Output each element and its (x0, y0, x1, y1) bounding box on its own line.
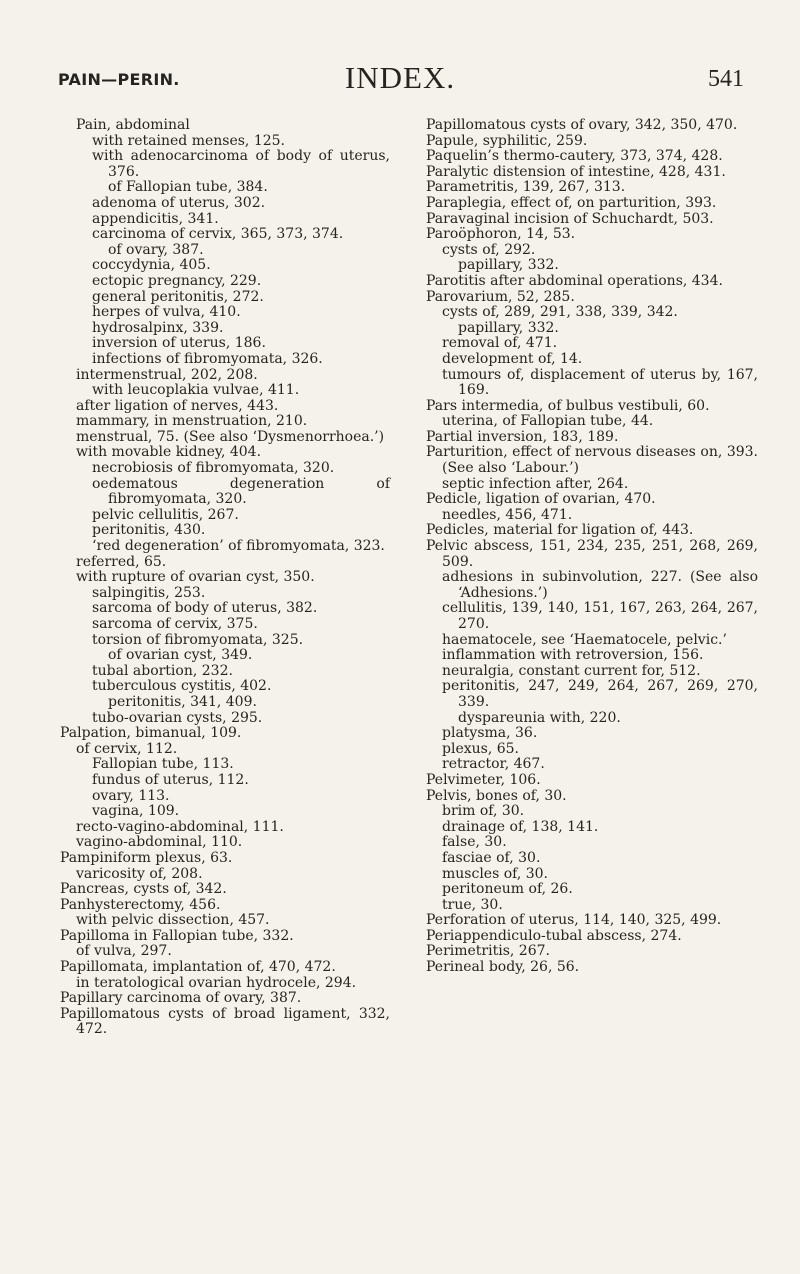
index-entry: Pedicle, ligation of ovarian, 470. (426, 491, 656, 508)
index-subentry: papillary, 332. (458, 319, 559, 336)
index-subentry: neuralgia, constant current for, 512. (442, 662, 701, 679)
index-subentry: inversion of uterus, 186. (92, 335, 266, 352)
index-subentry: of ovary, 387. (108, 241, 204, 258)
index-entry: Papillomatous cysts of broad ligament, 332, 472. (60, 1005, 390, 1038)
index-subentry: needles, 456, 471. (442, 506, 573, 523)
index-subentry: papillary, 332. (458, 257, 559, 274)
index-subentry: mammary, in menstruation, 210. (76, 413, 308, 430)
index-subentry: drainage of, 138, 141. (442, 818, 599, 835)
index-subentry: peritoneum of, 26. (442, 881, 573, 898)
index-subentry: adenoma of uterus, 302. (92, 194, 266, 211)
index-subentry: vagina, 109. (92, 803, 180, 820)
index-entry: Parametritis, 139, 267, 313. (426, 179, 626, 196)
index-subentry: ‘red degeneration’ of fibromyomata, 323. (92, 538, 385, 555)
index-subentry: with leucoplakia vulvae, 411. (92, 382, 300, 399)
index-subentry: general peritonitis, 272. (92, 288, 264, 305)
index-subentry: sarcoma of body of uterus, 382. (92, 600, 318, 617)
index-entry: Paraplegia, effect of, on parturition, 393. (426, 194, 717, 211)
index-subentry: inflammation with retroversion, 156. (442, 647, 704, 664)
index-subentry: of cervix, 112. (76, 740, 178, 757)
index-subentry: intermenstrual, 202, 208. (76, 366, 258, 383)
index-subentry: with retained menses, 125. (92, 132, 285, 149)
index-entry: Pelvic abscess, 151, 234, 235, 251, 268, 269, 509. (426, 538, 758, 570)
index-subentry: haematocele, see ‘Haematocele, pelvic.’ (442, 631, 727, 648)
index-subentry: uterina, of Fallopian tube, 44. (442, 413, 654, 430)
index-entry: Parotitis after abdominal operations, 434. (426, 272, 723, 289)
index-entry: Periappendiculo-tubal abscess, 274. (426, 927, 682, 944)
index-subentry: in teratological ovarian hydrocele, 294. (76, 974, 357, 991)
index-subentry: sarcoma of cervix, 375. (92, 616, 258, 632)
index-subentry: tumours of, displacement of uterus by, 167, 169. (442, 366, 758, 399)
index-entry: Perforation of uterus, 114, 140, 325, 499. (426, 912, 722, 929)
index-subentry: tuberculous cystitis, 402. (92, 678, 272, 695)
running-head-title: INDEX. (344, 60, 456, 95)
index-subentry: adhesions in subinvolution, 227. (See also ‘Adhesions.’) (442, 569, 758, 601)
index-subentry: Fallopian tube, 113. (92, 756, 234, 773)
index-subentry: tubal abortion, 232. (92, 662, 233, 679)
index-subentry: torsion of fibromyomata, 325. (92, 631, 304, 648)
index-entry: Papule, syphilitic, 259. (426, 132, 588, 149)
index-subentry: referred, 65. (76, 553, 167, 570)
index-subentry: of Fallopian tube, 384. (108, 179, 268, 196)
index-entry: Pelvimeter, 106. (426, 771, 541, 788)
index-subentry: peritonitis, 247, 249, 264, 267, 269, 270, 339. (442, 678, 758, 710)
index-subentry: with movable kidney, 404. (76, 444, 262, 461)
index-subentry: Pain, abdominal (76, 117, 190, 133)
index-subentry: carcinoma of cervix, 365, 373, 374. (92, 226, 344, 243)
index-subentry: hydrosalpinx, 339. (92, 319, 224, 336)
index-entry: Pelvis, bones of, 30. (426, 787, 567, 804)
index-subentry: brim of, 30. (442, 803, 525, 820)
index-subentry: muscles of, 30. (442, 865, 548, 882)
index-entry: Papillomata, implantation of, 470, 472. (60, 959, 336, 976)
index-entry: Panhysterectomy, 456. (60, 896, 221, 913)
index-subentry: varicosity of, 208. (76, 865, 203, 882)
index-subentry: retractor, 467. (442, 756, 545, 773)
index-subentry: appendicitis, 341. (92, 210, 219, 227)
index-entry: Pampiniform plexus, 63. (60, 849, 233, 866)
index-subentry: cysts of, 292. (442, 241, 536, 258)
index-subentry: herpes of vulva, 410. (92, 304, 241, 321)
index-subentry: septic infection after, 264. (442, 475, 629, 492)
index-subentry: with pelvic dissection, 457. (76, 912, 270, 929)
index-entry: Paroöphoron, 14, 53. (426, 226, 576, 243)
index-subentry: dyspareunia with, 220. (458, 709, 621, 726)
index-subentry: tubo-ovarian cysts, 295. (92, 709, 263, 726)
index-subentry: true, 30. (442, 896, 503, 913)
index-entry: Paquelin’s thermo-cautery, 373, 374, 428. (426, 148, 723, 165)
index-entry: Papillomatous cysts of ovary, 342, 350, 470. (426, 117, 738, 133)
index-subentry: after ligation of nerves, 443. (76, 397, 279, 414)
index-entry: Perimetritis, 267. (426, 943, 550, 960)
index-subentry: necrobiosis of fibromyomata, 320. (92, 460, 335, 477)
index-subentry: vagino-abdominal, 110. (76, 834, 243, 851)
index-entry: Parturition, effect of nervous diseases on, 393. (See also ‘Labour.’) (426, 444, 758, 477)
index-subentry: false, 30. (442, 834, 507, 851)
index-subentry: cysts of, 289, 291, 338, 339, 342. (442, 304, 678, 321)
index-entry: Paralytic distension of intestine, 428, 431. (426, 163, 726, 180)
index-subentry: oedematous degeneration of fibromyomata, 320. (92, 475, 390, 508)
index-entry: Papillary carcinoma of ovary, 387. (60, 990, 302, 1007)
index-entry: Perineal body, 26, 56. (426, 959, 580, 976)
index-entry: Pancreas, cysts of, 342. (60, 881, 227, 898)
index-subentry: infections of fibromyomata, 326. (92, 350, 323, 367)
index-entry: Pars intermedia, of bulbus vestibuli, 60. (426, 397, 710, 414)
index-subentry: plexus, 65. (442, 740, 519, 757)
index-subentry: menstrual, 75. (See also ‘Dysmenorrhoea.’) (76, 428, 385, 445)
index-subentry: peritonitis, 341, 409. (108, 693, 257, 710)
index-subentry: development of, 14. (442, 350, 583, 367)
index-subentry: recto-vagino-abdominal, 111. (76, 818, 284, 835)
index-entry: Partial inversion, 183, 189. (426, 428, 619, 445)
index-subentry: cellulitis, 139, 140, 151, 167, 263, 264, 267, 270. (442, 600, 758, 632)
index-column-right (426, 118, 758, 976)
index-subentry: with rupture of ovarian cyst, 350. (76, 569, 315, 586)
index-subentry: ovary, 113. (92, 787, 170, 804)
index-subentry: platysma, 36. (442, 725, 538, 742)
index-column-left (60, 118, 390, 1038)
index-subentry: pelvic cellulitis, 267. (92, 506, 239, 523)
index-subentry: of vulva, 297. (76, 943, 172, 960)
running-head-left: PAIN—PERIN. (58, 70, 180, 89)
index-subentry: fundus of uterus, 112. (92, 771, 249, 788)
index-entry: Pedicles, material for ligation of, 443. (426, 522, 694, 539)
index-entry: Papilloma in Fallopian tube, 332. (60, 927, 294, 944)
index-subentry: salpingitis, 253. (92, 584, 206, 601)
index-entry: Paravaginal incision of Schuchardt, 503. (426, 210, 714, 227)
page-number: 541 (708, 66, 744, 92)
index-subentry: ectopic pregnancy, 229. (92, 272, 262, 289)
index-subentry: removal of, 471. (442, 335, 558, 352)
index-subentry: of ovarian cyst, 349. (108, 647, 253, 664)
index-entry: Palpation, bimanual, 109. (60, 725, 242, 742)
index-subentry: coccydynia, 405. (92, 257, 211, 274)
index-entry: Parovarium, 52, 285. (426, 288, 575, 305)
index-subentry: peritonitis, 430. (92, 522, 206, 539)
index-subentry: fasciae of, 30. (442, 849, 541, 866)
index-subentry: with adenocarcinoma of body of uterus, 376. (92, 148, 390, 180)
